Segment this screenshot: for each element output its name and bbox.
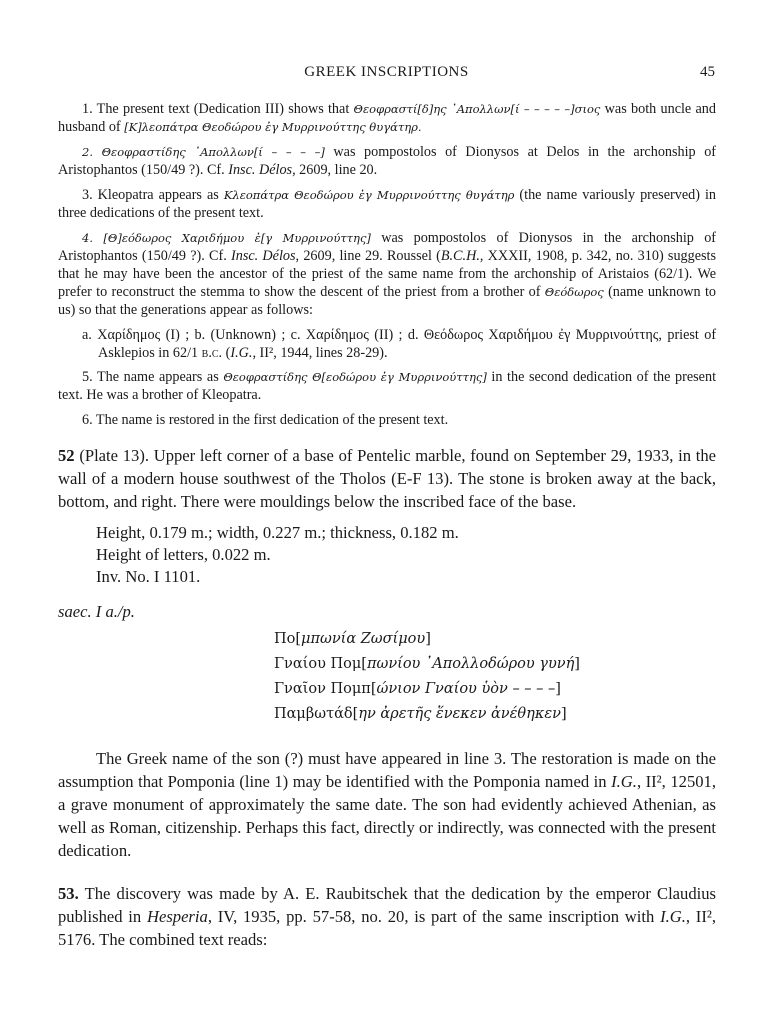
note-4-text-a: was pompostolos of Dionysos in the archonship of Aristophantos (150/49 ?). Cf. [58,230,717,264]
note-4-ref-a: Insc. Délos [231,248,296,264]
inscription-restored: ην ἀρετῆς ἕνεκεν ἀνέθηκεν [358,706,561,722]
entry-53-ref: I.G. [660,907,686,926]
note-6: 6. The name is restored in the first dedication of the present text. [82,412,449,428]
measurement-line: Inv. No. I 1101. [96,567,201,586]
inscription-restored: πωνίου ᾿Απολλοδώρου γυνή [366,656,575,672]
stemma-text-b: (I) ; b. (Unknown) ; c. [165,327,301,343]
stemma-greek-d: Θεόδωρος Χαριδήμου ἐγ Μυρρινούττης, [423,327,662,343]
note-4-text-b: , 2609, line 29. Roussel ( [295,248,441,264]
inscription-preserved: Γναίου Πομ[ [274,656,367,672]
main-text [58,444,716,951]
note-1 [58,100,716,136]
inscription-bracket: ] [560,706,567,722]
note-4-greek-a: 4. [Θ]εόδωρος Χαριδήμου ἐ[γ Μυρρινούττης] [82,231,371,245]
note-2-text-b: , 2609, line 20. [292,162,378,178]
inscription-bracket: ] [555,681,561,697]
note-5-greek: Θεοφραστίδης Θ[εοδώρου ἐγ Μυρρινούττης] [223,370,487,384]
note-1-text-a: 1. The present text (Dedication III) shows that [82,101,350,117]
discussion-ref: I.G. [611,772,637,791]
note-4-stemma [82,326,716,362]
inscription-preserved: Παμβωτάδ[ [274,706,359,722]
note-4-text-d: (name unknown to us) so that the generations appear as follows: [58,284,717,318]
entry-52-measurements [96,522,716,588]
entry-52-number: 52 [58,446,75,465]
inscription-restored: ώνιον Γναίου ὑὸν – – – – [376,681,556,697]
stemma-ref: I.G. [230,345,253,361]
entry-53-number: 53. [58,884,79,903]
entry-53-text-a: The discovery was made by A. E. Raubitschek that the dedication by the emperor Claudius published in [58,884,717,926]
entry-52-discussion [58,747,716,862]
discussion-text-b: , II², 12501, a grave monument of approximately the same date. The son had evidently achieved Athenian, as well as Roman, citizenship. Perhaps this fact, directly or indirectly, was connected with the present dedication. [58,772,716,860]
note-1-greek-a: Θεοφραστί[δ]ης ᾿Απολλων[ί – – – – –]σιος [353,102,601,116]
note-4-greek-b: Θεόδωρος [544,285,604,299]
note-1-text-b: was both uncle and husband of [58,101,716,135]
note-5-text-b: in the second dedication of the present text. He was a brother of Kleopatra. [58,369,717,403]
stemma-label-a: a. [82,327,92,343]
page-header [58,64,715,84]
note-2-text-a: was pompostolos of Dionysos at Delos in the archonship of Aristophantos (150/49 ?). Cf. [58,144,717,178]
note-4-text-c: , XXXII, 1908, p. 342, no. 310) suggests that he may have been the ancestor of the priest of the same name from the archonship of Aristaios (62/1). We prefer to reconstruct the stemma to show the descent of the priest from a brother of [58,248,717,300]
inscription-line [274,677,716,702]
inscription-preserved: Πο[ [274,631,302,647]
note-4 [58,229,716,319]
note-5-text-a: 5. The name appears as [82,369,219,385]
note-3-text-b: (the name variously preserved) in three dedications of the present text. [58,187,716,221]
stemma-text-c: (II) ; d. [374,327,419,343]
measurement-line: Height of letters, 0.022 m. [96,545,271,564]
entry-52-inscription [58,627,716,727]
footnotes [58,100,716,436]
inscription-line [274,652,716,677]
entry-52-date: saec. I a./p. [58,602,135,621]
entry-53-text-b: , IV, 1935, pp. 57-58, no. 20, is part of the same inscription with [207,907,655,926]
running-head: GREEK INSCRIPTIONS [304,64,469,80]
discussion-text-a: The Greek name of the son (?) must have appeared in line 3. The restoration is made on the assumption that Pomponia (line 1) may be identified with the Pomponia named in [58,749,716,791]
note-3-text-a: 3. Kleopatra appears as [82,187,219,203]
measurement-line: Height, 0.179 m.; width, 0.227 m.; thickness, 0.182 m. [96,523,459,542]
stemma-paren: ( [225,345,231,361]
note-3-greek: Κλεοπάτρα Θεοδώρου ἐγ Μυρρινούττης θυγάτηρ [223,188,515,202]
note-2 [58,143,716,179]
entry-52-intro [58,444,716,513]
entry-53-intro [58,882,716,951]
entry-53-text-c: , II², 5176. The combined text reads: [58,907,716,949]
note-2-ref: Insc. Délos [228,162,293,178]
note-1-greek-b: [Κ]λεοπάτρα Θεοδώρου ἐγ Μυρρινούττης θυγάτηρ. [124,120,422,134]
note-2-greek: 2. Θεοφραστίδης ᾿Απολλων[ί – – – –] [82,145,325,159]
inscription-bracket: ] [425,631,431,647]
inscription-line [274,702,716,727]
stemma-text-d: priest of Asklepios in 62/1 [98,327,717,361]
stemma-text-f: , II², 1944, lines 28-29). [252,345,388,361]
note-5 [58,368,716,404]
inscription-preserved: Γναῖον Πομπ[ [274,681,377,697]
stemma-greek-c: Χαρίδημος [305,327,369,343]
note-4-ref-b: B.C.H. [440,248,480,264]
note-3 [58,186,716,222]
inscription-restored: μπωνία Ζωσίμου [301,631,426,647]
inscription-bracket: ] [574,656,580,672]
entry-53-journal: Hesperia [146,907,208,926]
stemma-greek-a: Χαρίδημος [97,327,161,343]
inscription-line [274,627,716,652]
stemma-era: b.c. [201,345,223,361]
page-number: 45 [700,64,715,80]
entry-52-description: (Plate 13). Upper left corner of a base of Pentelic marble, found on September 29, 1933, in the wall of a modern house southwest of the Tholos (E-F 13). The stone is broken away at the back, bottom, and right. There were mouldings below the inscribed face of the base. [58,446,716,511]
